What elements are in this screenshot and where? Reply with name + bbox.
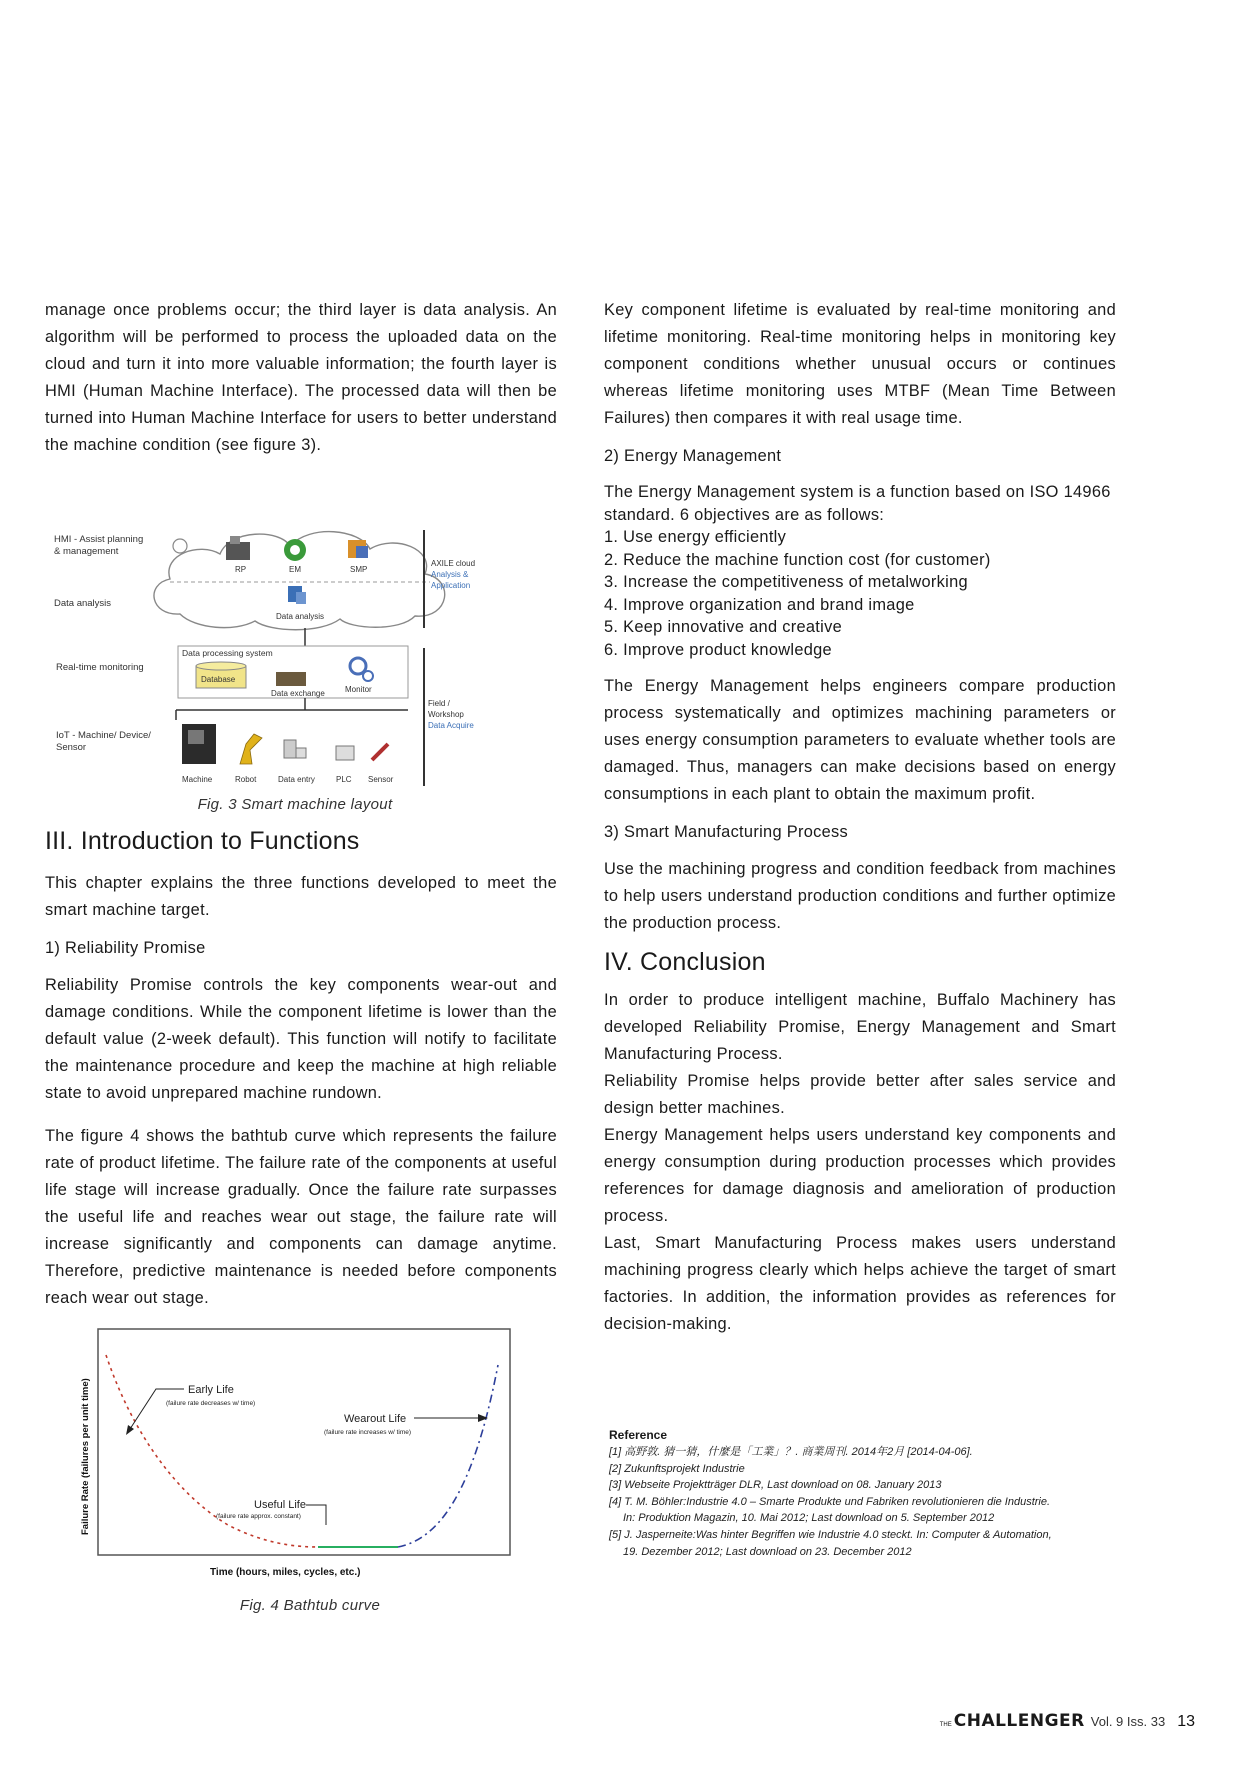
list-item: 4. Improve organization and brand image: [604, 595, 915, 614]
paragraph: Energy Management helps users understand key components and energy consumption during production processes which provides references for damage diagnosis and amelioration of production process.: [604, 1126, 1116, 1225]
cloud-item-label: RP: [235, 565, 247, 574]
field-label: Data Acquire: [428, 721, 474, 730]
paragraph: Last, Smart Manufacturing Process makes users understand machining progress clearly which helps achieve the target of smart factories. In addition, the information provides as references for decision-making.: [604, 1234, 1116, 1333]
device-label: Data entry: [278, 775, 315, 784]
reference-item: In: Produktion Magazin, 10. Mai 2012; Last download on 5. September 2012: [623, 1512, 995, 1525]
reference-item: 19. Dezember 2012; Last download on 23. December 2012: [623, 1545, 912, 1558]
y-axis-label: Failure Rate (failures per unit time): [80, 1378, 91, 1535]
field-label: Field /: [428, 699, 450, 708]
left-column: [45, 297, 557, 459]
useful-life-sublabel: (failure rate approx. constant): [216, 1513, 301, 1520]
volume-label: Vol. 9 Iss. 33: [1090, 1714, 1166, 1729]
device-label: Machine: [182, 775, 213, 784]
field-label: Workshop: [428, 710, 464, 719]
paragraph: The Energy Management system is a function based on ISO 14966 standard. 6 objectives are as follows:: [604, 483, 1111, 524]
dps-title: Data processing system: [182, 648, 273, 658]
references-title: Reference: [609, 1428, 668, 1442]
data-exchange-icon: [276, 672, 306, 686]
data-entry-icon: [284, 740, 306, 758]
page-footer: [940, 1711, 1195, 1731]
em-icon: [284, 539, 306, 561]
right-column: [604, 297, 1116, 1338]
paragraph: Use the machining progress and condition feedback from machines to help users understand production conditions and further optimize the production process.: [604, 860, 1116, 932]
wearout-life-label: Wearout Life: [344, 1413, 407, 1425]
reference-item: [5] J. Jasperneite:Was hinter Begriffen wie Industrie 4.0 steckt. In: Computer & Automation,: [609, 1528, 1052, 1541]
list-item: 1. Use energy efficiently: [604, 528, 787, 546]
device-label: Sensor: [368, 775, 394, 784]
device-label: PLC: [336, 775, 352, 784]
cloud-side-label: Analysis &: [431, 570, 469, 579]
useful-life-label: Useful Life: [254, 1499, 306, 1511]
paragraph: manage once problems occur; the third layer is data analysis. An algorithm will be performed to process the uploaded data on the cloud and turn it into more valuable information; the fourth layer is HMI (Human Machine Interface). The processed data will then be turned into Human Machine Interface for users to better understand the machine condition (see figure 3).: [45, 301, 557, 454]
paragraph: The Energy Management helps engineers compare production process systematically and optimizes machining parameters or uses energy consumption parameters to evaluate whether tools are damaged. Thus, managers can make decisions based on energy consumptions in each plant to obtain the maximum profit.: [604, 677, 1116, 803]
list-item: 3. Increase the competitiveness of metalworking: [604, 573, 968, 591]
x-axis-label: Time (hours, miles, cycles, etc.): [210, 1567, 361, 1578]
layer-label: HMI - Assist planning: [54, 534, 144, 545]
logo-prefix: THE: [939, 1722, 952, 1728]
plc-icon: [336, 746, 354, 760]
reference-item: [3] Webseite Projektträger DLR, Last download on 08. January 2013: [609, 1479, 942, 1492]
wearout-life-sublabel: (failure rate increases w/ time): [324, 1429, 412, 1436]
database-label: Database: [201, 675, 236, 684]
paragraph: Key component lifetime is evaluated by real-time monitoring and lifetime monitoring. Real-time monitoring helps in monitoring key component conditions whether unusual occurs or continues whereas lifetime monitoring uses MTBF (Mean Time Between Failures) then compares it with real usage time.: [604, 301, 1116, 427]
list-item: 5. Keep innovative and creative: [604, 618, 843, 636]
figure-caption: Fig. 4 Bathtub curve: [239, 1597, 381, 1614]
list-item: 2. Reduce the machine function cost (for customer): [604, 550, 991, 569]
sensor-icon: [372, 744, 388, 760]
references: [609, 1428, 1129, 1560]
layer-label: Sensor: [56, 742, 87, 753]
paragraph: Reliability Promise controls the key components wear-out and damage conditions. While the component lifetime is lower than the default value (2-week default). This function will notify to facilitate the maintenance procedure and keep the machine at high reliable state to avoid unprepared machine rundown.: [45, 976, 557, 1102]
smp-icon: [348, 540, 368, 558]
layer-label: Data analysis: [54, 598, 112, 609]
smart-machine-layout-figure: [50, 524, 540, 788]
data-exchange-label: Data exchange: [271, 689, 325, 698]
reference-item: [2] Zukunftsprojekt Industrie: [609, 1462, 745, 1475]
robot-icon: [240, 734, 262, 764]
layer-label: IoT - Machine/ Device/: [56, 730, 151, 741]
subheading: 1) Reliability Promise: [45, 939, 206, 957]
left-column-lower: [45, 826, 557, 1312]
cloud-item-label: Data analysis: [276, 612, 325, 621]
layer-label: & management: [54, 546, 119, 557]
early-life-label: Early Life: [188, 1384, 234, 1396]
section-heading: III. Introduction to Functions: [45, 827, 360, 855]
figure-caption: Fig. 3 Smart machine layout: [197, 796, 393, 813]
paragraph: Reliability Promise helps provide better after sales service and design better machines.: [604, 1072, 1116, 1117]
paragraph: This chapter explains the three functions developed to meet the smart machine target.: [45, 874, 557, 919]
cloud-side-label: AXILE cloud: [431, 559, 476, 568]
device-label: Robot: [235, 775, 257, 784]
monitor-label: Monitor: [345, 685, 372, 694]
bathtub-curve-figure: [78, 1325, 518, 1589]
layer-label: Real-time monitoring: [56, 662, 144, 673]
objectives-list: [604, 526, 1116, 661]
magazine-logo: CHALLENGER: [953, 1711, 1085, 1731]
machine-icon: [182, 724, 216, 764]
paragraph: The figure 4 shows the bathtub curve which represents the failure rate of product lifetime. The failure rate of the components at useful life stage will increase gradually. Once the failure rate surpasses the useful life and reaches wear out stage, the failure rate will increase significantly and components can damage anytime. Therefore, predictive maintenance is needed before components reach wear out stage.: [45, 1127, 557, 1307]
cloud-item-label: EM: [289, 565, 301, 574]
subheading: 2) Energy Management: [604, 447, 782, 465]
subheading: 3) Smart Manufacturing Process: [604, 823, 849, 841]
cloud-item-label: SMP: [350, 565, 368, 574]
cloud-side-label: Application: [431, 581, 471, 590]
early-life-sublabel: (failure rate decreases w/ time): [166, 1400, 256, 1407]
page-number: 13: [1177, 1713, 1195, 1730]
section-heading: IV. Conclusion: [604, 948, 766, 976]
reference-item: [4] T. M. Böhler:Industrie 4.0 – Smarte Produkte und Fabriken revolutionieren die Industrie.: [609, 1495, 1051, 1508]
list-item: 6. Improve product knowledge: [604, 640, 832, 659]
paragraph: In order to produce intelligent machine, Buffalo Machinery has developed Reliability Promise, Energy Management and Smart Manufacturing Process.: [604, 991, 1116, 1063]
reference-item: [1] 高野敦. 猜一猜，什麼是「工業」？. 商業周刊. 2014年2月 [2014-04-06].: [609, 1446, 973, 1458]
